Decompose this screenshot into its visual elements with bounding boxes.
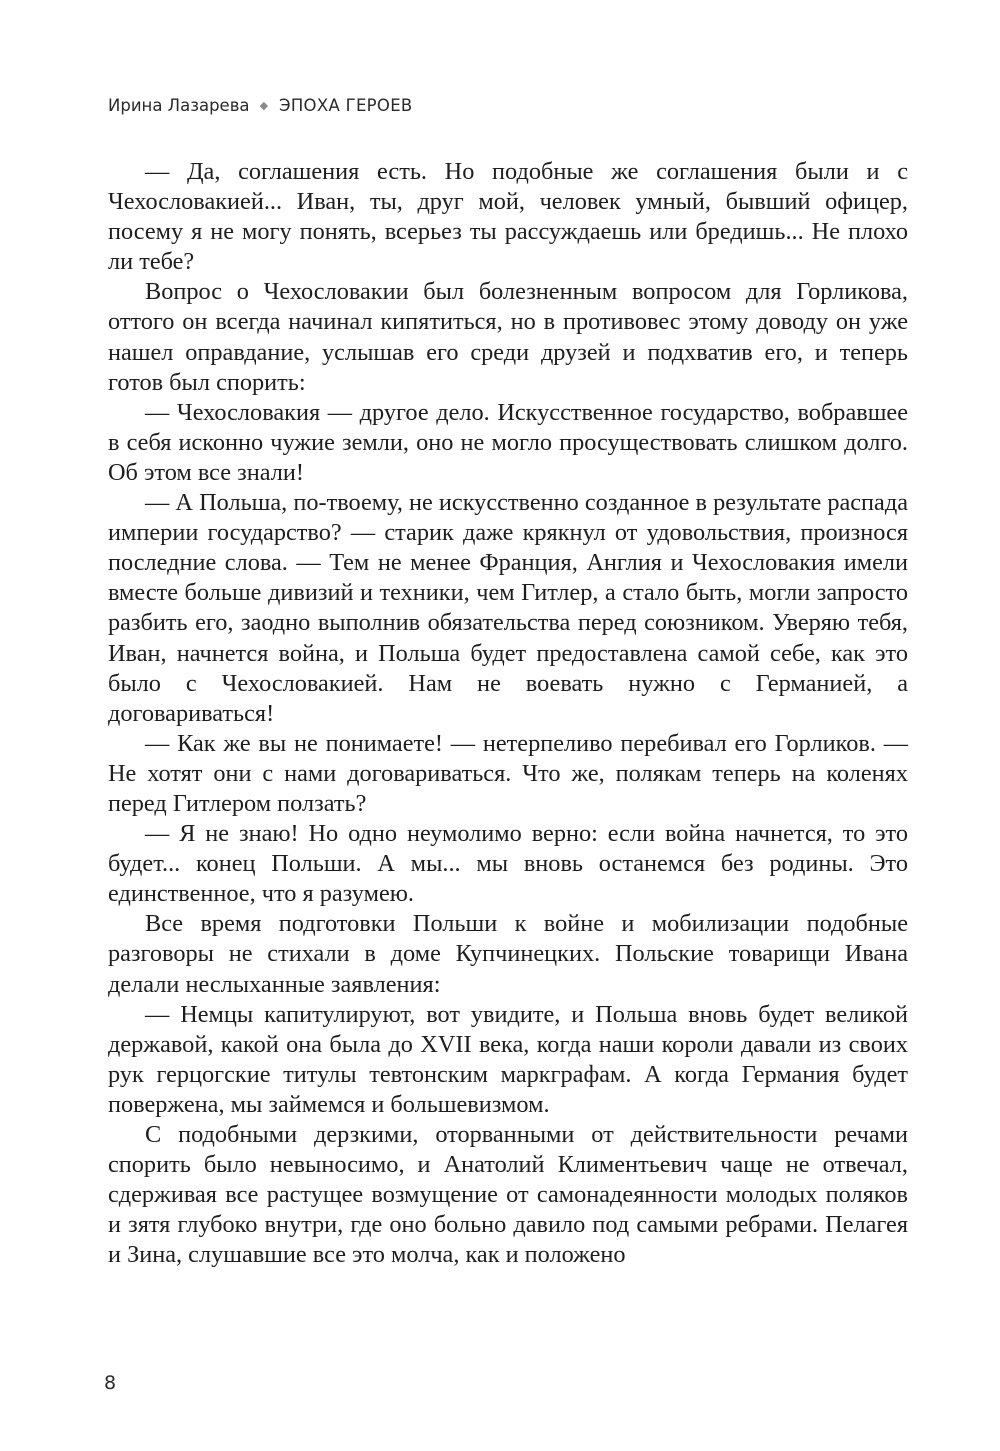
paragraph: — Немцы капитулируют, вот увидите, и Польша вновь будет великой державой, какой она была до XVII века, когда наши короли давали из своих рук герцогские титулы тевтонским маркграфам. А когда Германия будет повержена, мы займемся и большевизмом. [108,1000,908,1118]
body-text [108,157,908,1270]
paragraph: — Я не знаю! Но одно неумолимо верно: если война начнется, то это будет... конец Польши. А мы... мы вновь останемся без родины. Это единственное, что я разумею. [108,820,908,908]
header-author: Ирина Лазарева [108,96,250,115]
paragraph: — Как же вы не понимаете! — нетерпеливо перебивал его Горликов. — Не хотят они с нами договариваться. Что же, полякам теперь на коленях перед Гитлером ползать? [108,729,908,817]
paragraph: Вопрос о Чехословакии был болезненным вопросом для Горликова, оттого он всегда начинал кипятиться, но в противовес этому доводу он уже нашел оправдание, услышав его среди друзей и подхватив его, и теперь готов был спорить: [108,278,908,396]
paragraph: С подобными дерзкими, оторванными от действительности речами спорить было невыносимо, и Анатолий Климентьевич чаще не отвечал, сдерживая все растущее возмущение от самонадеянности молодых поляков и зятя глубоко внутри, где оно больно давило под самыми ребрами. Пелагея и Зина, слушавшие все это молча, как и положено [108,1121,908,1269]
diamond-separator-icon: ◆ [259,99,269,112]
paragraph: — А Польша, по-твоему, не искусственно созданное в результате распада империи государство? — старик даже крякнул от удовольствия, произнося последние слова. — Тем не менее Франция, Англия и Чехословакия имели вместе больше дивизий и техники, чем Гитлер, а стало быть, могли запросто разбить его, заодно выполнив обязательства перед союзником. Уверяю тебя, Иван, начнется война, и Польша будет предоставлена самой себе, как это было с Чехословакией. Нам не воевать нужно с Германией, а договариваться! [108,489,908,727]
paragraph: — Чехословакия — другое дело. Искусственное государство, вобравшее в себя исконно чужие земли, оно не могло просуществовать слишком долго. Об этом все знали! [108,398,908,486]
paragraph: Все время подготовки Польши к войне и мобилизации подобные разговоры не стихали в доме Купчинецких. Польские товарищи Ивана делали неслыханные заявления: [108,910,908,998]
running-header [108,96,413,115]
page-number: 8 [104,1372,117,1394]
header-series-title: ЭПОХА ГЕРОЕВ [279,96,413,115]
paragraph: — Да, соглашения есть. Но подобные же соглашения были и с Чехословакией... Иван, ты, друг мой, человек умный, бывший офицер, посему я не могу понять, всерьез ты рассуждаешь или бредишь... Не плохо ли тебе? [108,158,908,276]
